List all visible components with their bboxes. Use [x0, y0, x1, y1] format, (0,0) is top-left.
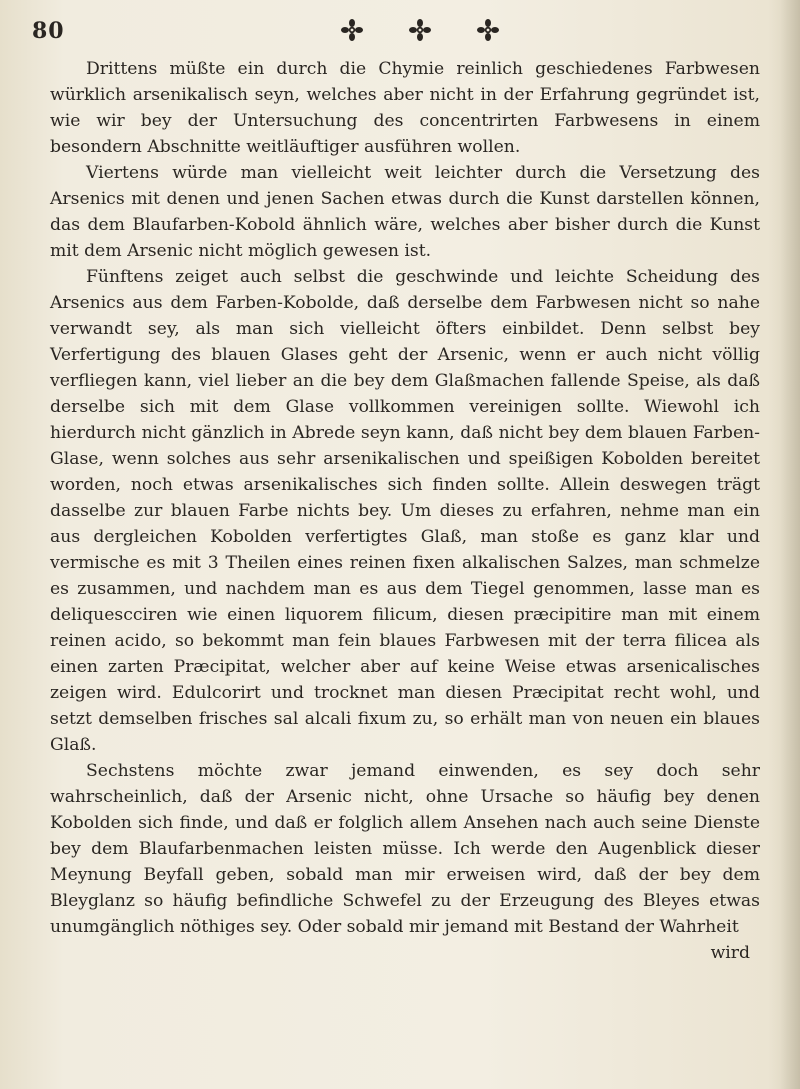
page-edge-shadow	[780, 0, 800, 1089]
page-header	[32, 18, 760, 48]
header-ornaments	[340, 18, 500, 42]
paragraph-fuenftens: Fünftens zeiget auch selbst die geschwinde und leichte Scheidung des Arsenics aus dem Farben-Kobolde, daß derselbe dem Farbwesen nicht so nahe verwandt sey, als man sich vielleicht öfters einbildet. Denn selbst bey Verfertigung des blauen Glases geht der Arsenic, wenn er auch nicht völlig verfliegen kann, viel lieber an die bey dem Glaßmachen fallende Speise, als daß derselbe sich mit dem Glase vollkommen vereinigen sollte. Wiewohl ich hierdurch nicht gänzlich in Abrede seyn kann, daß nicht bey dem blauen Farben-Glase, wenn solches aus sehr arsenikalischen und speißigen Kobolden bereitet worden, noch etwas arsenikalisches sich finden sollte. Allein deswegen trägt dasselbe zur blauen Farbe nichts bey. Um dieses zu erfahren, nehme man ein aus dergleichen Kobolden verfertigtes Glaß, man stoße es ganz klar und vermische es mit 3 Theilen eines reinen fixen alkalischen Salzes, man schmelze es zusammen, und nachdem man es aus dem Tiegel genommen, lasse man es deliquescciren wie einen liquorem filicum, diesen præcipitire man mit einem reinen acido, so bekommt man fein blaues Farbwesen mit der terra filicea als einen zarten Præcipitat, welcher aber auf keine Weise etwas arsenicalisches zeigen wird. Edulcorirt und trocknet man diesen Præcipitat recht wohl, und setzt demselben frisches sal alcali fixum zu, so erhält man von neuen ein blaues Glaß.	[50, 267, 760, 755]
catchword: wird	[710, 943, 750, 963]
floral-ornament-icon	[408, 18, 432, 42]
catchword-row	[50, 940, 760, 966]
page-number: 80	[32, 18, 65, 44]
paragraph-drittens: Drittens müßte ein durch die Chymie reinlich geschiedenes Farbwesen würklich arsenikalisch seyn, welches aber nicht in der Erfahrung gegründet ist, wie wir bey der Untersuchung des concentrirten Farbwesens in einem besondern Abschnitte weitläuftiger ausführen wollen.	[50, 59, 760, 157]
paragraph-viertens: Viertens würde man vielleicht weit leichter durch die Versetzung des Arsenics mit denen und jenen Sachen etwas durch die Kunst darstellen können, das dem Blaufarben-Kobold ähnlich wäre, welches aber bisher durch die Kunst mit dem Arsenic nicht möglich gewesen ist.	[50, 163, 760, 261]
body-text	[50, 56, 760, 966]
floral-ornament-icon	[476, 18, 500, 42]
paragraph-sechstens: Sechstens möchte zwar jemand einwenden, es sey doch sehr wahrscheinlich, daß der Arsenic nicht, ohne Ursache so häufig bey denen Kobolden sich finde, und daß er folglich allem Ansehen nach auch seine Dienste bey dem Blaufarbenmachen leisten müsse. Ich werde den Augenblick dieser Meynung Beyfall geben, sobald man mir erweisen wird, daß der bey dem Bleyglanz so häufig befindliche Schwefel zu der Erzeugung des Bleyes etwas unumgänglich nöthiges sey. Oder sobald mir jemand mit Bestand der Wahrheit	[50, 761, 760, 937]
floral-ornament-icon	[340, 18, 364, 42]
